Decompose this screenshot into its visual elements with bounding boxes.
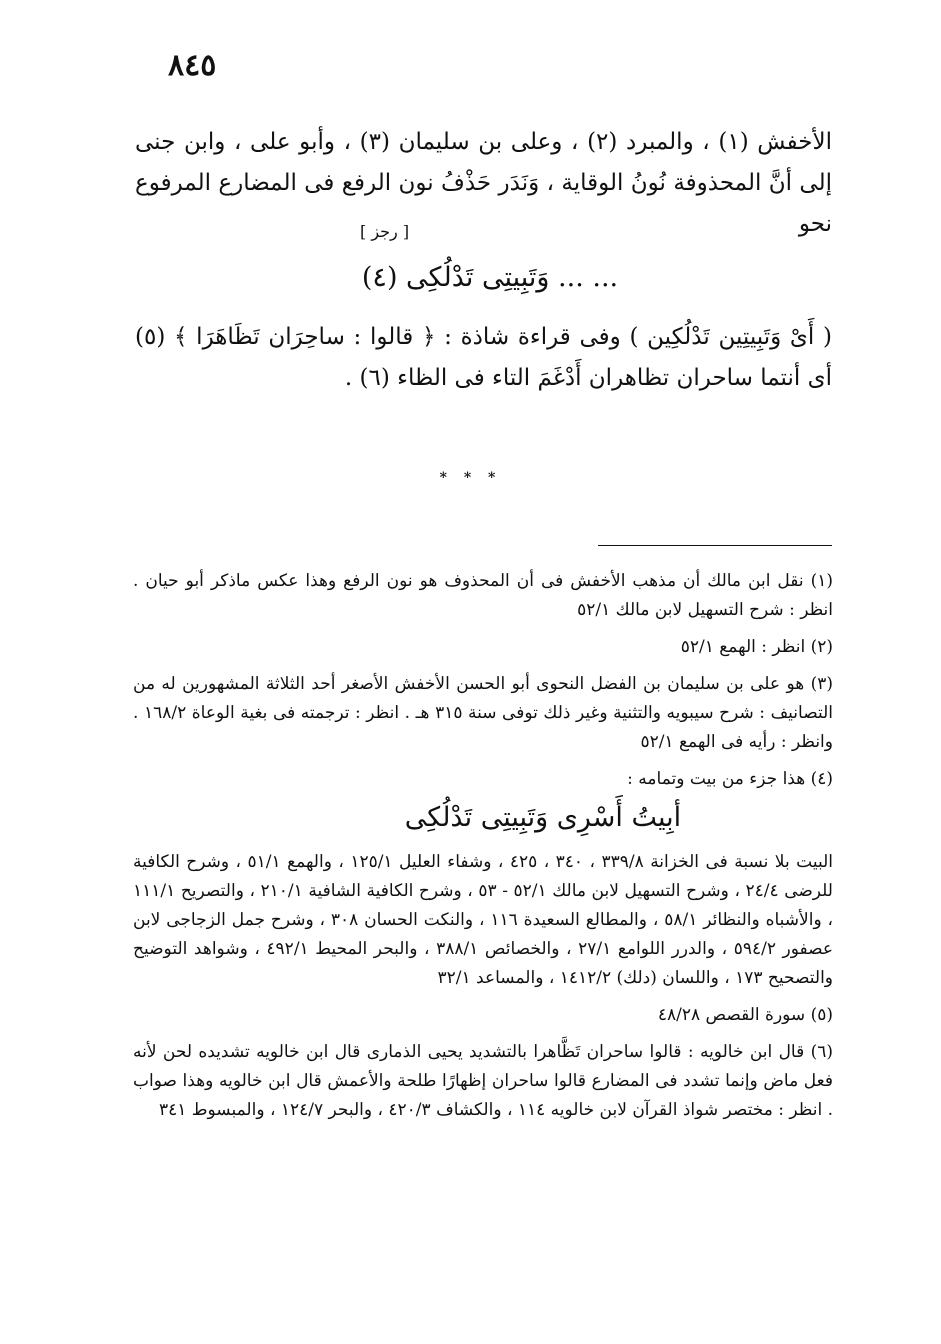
main-paragraph-2: ( أَىْ وَتَبِيتِين تَدْلُكِين ) وفى قراءة شاذة : ﴿ قالوا : ساحِرَان تَظَاهَرَا ﴾ (٥) أى أنتما ساحران تظاهران أَدْغَمَ التاء فى الظاء (٦) .: [135, 324, 832, 391]
footnote-1: (١) نقل ابن مالك أن مذهب الأخفش فى أن المحذوف هو نون الرفع وهذا عكس ماذكر أبو حيان . انظر : شرح التسهيل لابن مالك ٥٢/١: [133, 571, 833, 620]
footnote-4-verse: أبِيتُ أَسْرِى وَتَبِيتِى تَدْلُكِى: [404, 802, 682, 833]
footnote-divider: [598, 545, 832, 546]
footnote-4-body: البيت بلا نسبة فى الخزانة ٣٣٩/٨ ، ٣٤٠ ، ٤٢٥ ، وشفاء العليل ١٢٥/١ ، والهمع ٥١/١ ، وشرح الكافية للرضى ٢٤/٤ ، وشرح التسهيل لابن مالك ٥٢/١ - ٥٣ ، وشرح الكافية الشافية ٢١٠/١ ، والتصريح ١١١/١ ، والأشباه والنظائر ٥٨/١ ، والمطالع السعيدة ١١٦ ، والنكت الحسان ٣٠٨ ، وشرح جمل الزجاجى لابن عصفور ٥٩٤/٢ ، والدرر اللوامع ٢٧/١ ، والخصائص ٣٨٨/١ ، والبحر المحيط ٤٩٢/١ ، وشواهد التوضيح والتصحيح ١٧٣ ، واللسان (دلك) ١٤١٢/٢ ، والمساعد ٣٢/١: [133, 852, 834, 988]
footnote-3: (٣) هو على بن سليمان بن الفضل النحوى أبو الحسن الأخفش الأصغر أحد الثلاثة المشهورين له من التصانيف : شرح سيبويه والتثنية وغير ذلك توفى سنة ٣١٥ هـ . انظر : ترجمته فى بغية الوعاة ١٦٨/٢ . وانظر : رأيه فى الهمع ٥٢/١: [133, 674, 833, 752]
footnote-5: (٥) سورة القصص ٤٨/٢٨: [657, 1005, 833, 1025]
main-paragraph-1: الأخفش (١) ، والمبرد (٢) ، وعلى بن سليمان (٣) ، وأبو على ، وابن جنى إلى أنَّ المحذوفة نُونُ الوقاية ، وَنَدَر حَذْفُ نون الرفع فى المضارع المرفوع نحو: [135, 129, 832, 237]
footnote-4-intro: (٤) هذا جزء من بيت وتمامه :: [627, 769, 833, 789]
meter-label: [ رجز ]: [360, 222, 410, 241]
footnotes: [133, 567, 833, 1133]
footnote-2: (٢) انظر : الهمع ٥٢/١: [680, 637, 833, 657]
section-separator: * * *: [439, 470, 502, 486]
page-number: ٨٤٥: [168, 48, 217, 83]
footnote-6: (٦) قال ابن خالويه : قالوا ساحران تَظَّاهرا بالتشديد يحيى الذمارى قال ابن خالويه تشديده لحن لأنه فعل ماض وإنما تشدد فى المضارع قالوا ساحران إظهارًا طلحة والأعمش قال ابن خالويه وهذا صواب . انظر : مختصر شواذ القرآن لابن خالويه ١١٤ ، والكشاف ٤٢٠/٣ ، والبحر ١٢٤/٧ ، والمبسوط ٣٤١: [133, 1042, 833, 1120]
verse-line: ... ... وَتَبِيتِى تَدْلُكِى (٤): [361, 262, 619, 293]
